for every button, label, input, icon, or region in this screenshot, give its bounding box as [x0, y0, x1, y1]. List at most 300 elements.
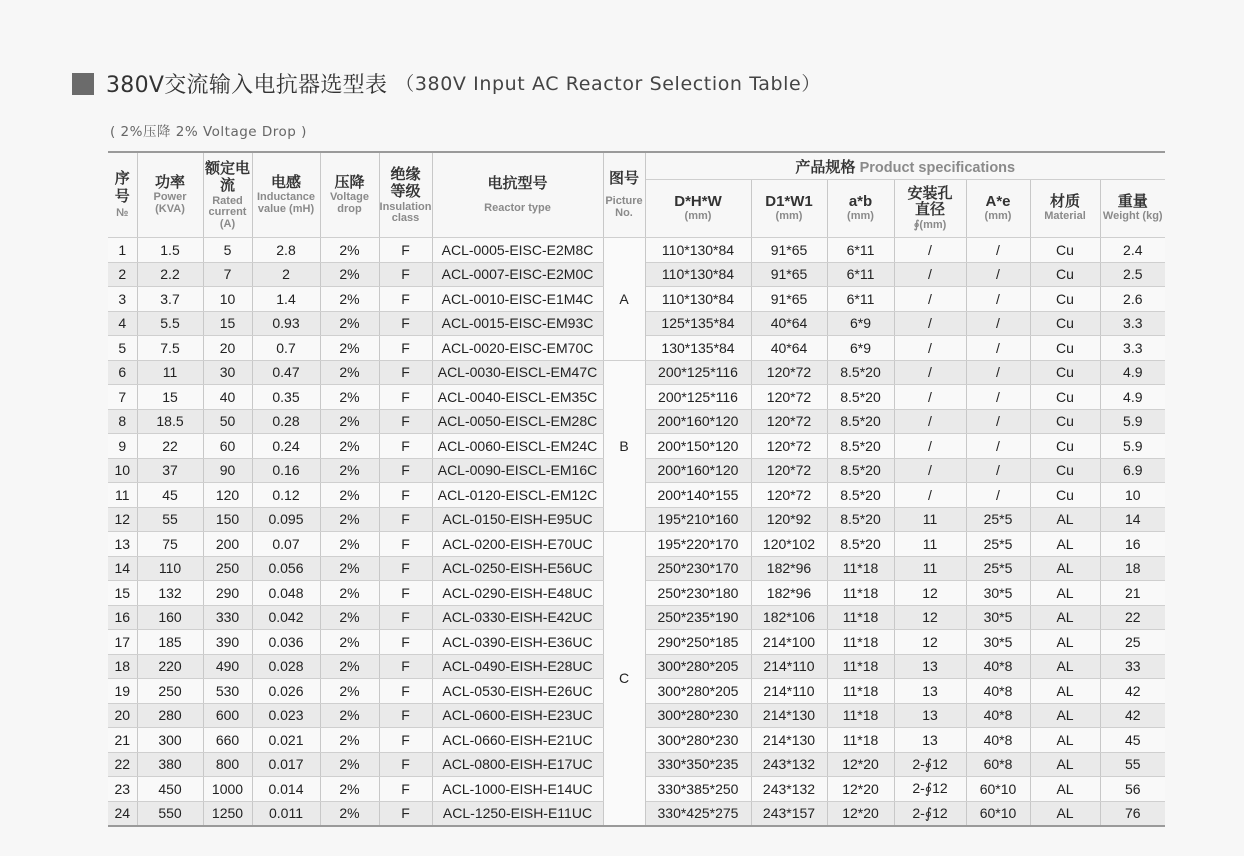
table-cell: AL — [1030, 752, 1100, 777]
table-cell: 20 — [108, 703, 137, 728]
table-cell: 91*65 — [751, 287, 827, 312]
table-cell: 2-∮12 — [894, 777, 966, 802]
header-d1w1: D1*W1 (mm) — [751, 180, 827, 238]
table-cell: 550 — [137, 801, 203, 826]
table-cell: ACL-0007-EISC-E2M0C — [432, 262, 603, 287]
table-cell: 110*130*84 — [645, 287, 751, 312]
table-cell: 132 — [137, 581, 203, 606]
table-cell: 30*5 — [966, 581, 1030, 606]
table-cell: 18 — [1100, 556, 1165, 581]
table-cell: 0.7 — [252, 336, 320, 361]
header-product-specs: 产品规格 Product specifications — [645, 152, 1165, 180]
table-cell: / — [966, 360, 1030, 385]
table-cell: 2% — [320, 728, 379, 753]
table-cell: 2% — [320, 679, 379, 704]
table-cell: ACL-0060-EISCL-EM24C — [432, 434, 603, 459]
table-cell: 9 — [108, 434, 137, 459]
table-cell: 8.5*20 — [827, 409, 894, 434]
table-cell: 12*20 — [827, 777, 894, 802]
table-cell: 11 — [894, 556, 966, 581]
table-cell: 300 — [137, 728, 203, 753]
table-cell: 40*8 — [966, 679, 1030, 704]
table-cell: 214*110 — [751, 654, 827, 679]
table-cell: 8 — [108, 409, 137, 434]
table-cell: ACL-0490-EISH-E28UC — [432, 654, 603, 679]
table-cell: 214*110 — [751, 679, 827, 704]
table-cell: 250 — [137, 679, 203, 704]
table-cell: 12 — [108, 507, 137, 532]
table-cell: 56 — [1100, 777, 1165, 802]
table-cell: 55 — [137, 507, 203, 532]
table-cell: 530 — [203, 679, 252, 704]
table-cell: / — [894, 385, 966, 410]
table-cell: 18.5 — [137, 409, 203, 434]
table-cell: 4 — [108, 311, 137, 336]
table-cell: AL — [1030, 605, 1100, 630]
table-cell: 290*250*185 — [645, 630, 751, 655]
table-cell: 22 — [108, 752, 137, 777]
table-cell: 2% — [320, 262, 379, 287]
table-cell: F — [379, 238, 432, 263]
table-cell: 2% — [320, 483, 379, 508]
table-cell: 13 — [894, 654, 966, 679]
table-cell: 300*280*205 — [645, 654, 751, 679]
table-cell: F — [379, 777, 432, 802]
table-cell: 25*5 — [966, 507, 1030, 532]
table-cell: 13 — [894, 728, 966, 753]
table-cell: 30 — [203, 360, 252, 385]
table-cell: 120*72 — [751, 385, 827, 410]
table-cell: 11*18 — [827, 679, 894, 704]
table-cell: 40*8 — [966, 703, 1030, 728]
header-no: 序号 № — [108, 152, 137, 238]
table-cell: Cu — [1030, 238, 1100, 263]
table-cell: 200*125*116 — [645, 385, 751, 410]
table-cell: 2% — [320, 532, 379, 557]
table-cell: 0.021 — [252, 728, 320, 753]
table-cell: 1000 — [203, 777, 252, 802]
table-cell: 220 — [137, 654, 203, 679]
table-cell: 0.023 — [252, 703, 320, 728]
table-cell: 40*64 — [751, 336, 827, 361]
table-cell: 14 — [108, 556, 137, 581]
table-cell: 120*72 — [751, 434, 827, 459]
table-cell: AL — [1030, 801, 1100, 826]
table-cell: 50 — [203, 409, 252, 434]
table-cell: Cu — [1030, 360, 1100, 385]
title-square-icon — [72, 73, 94, 95]
table-cell: 19 — [108, 679, 137, 704]
table-cell: 90 — [203, 458, 252, 483]
table-cell: 2% — [320, 238, 379, 263]
table-cell: 0.017 — [252, 752, 320, 777]
table-cell: AL — [1030, 532, 1100, 557]
table-cell: AL — [1030, 728, 1100, 753]
table-cell: 250*230*180 — [645, 581, 751, 606]
table-row — [108, 360, 1165, 385]
table-row — [108, 532, 1165, 557]
table-cell: F — [379, 434, 432, 459]
table-cell: 91*65 — [751, 238, 827, 263]
header-dhw: D*H*W (mm) — [645, 180, 751, 238]
table-cell: ACL-0250-EISH-E56UC — [432, 556, 603, 581]
table-cell: 55 — [1100, 752, 1165, 777]
table-cell: 22 — [1100, 605, 1165, 630]
table-cell: F — [379, 287, 432, 312]
table-cell: / — [966, 262, 1030, 287]
table-cell: 200*160*120 — [645, 409, 751, 434]
table-cell: 5 — [203, 238, 252, 263]
table-cell: 45 — [1100, 728, 1165, 753]
table-cell: 10 — [1100, 483, 1165, 508]
table-cell: AL — [1030, 703, 1100, 728]
table-cell: 0.028 — [252, 654, 320, 679]
header-hole-diameter: 安装孔直径 ∮(mm) — [894, 180, 966, 238]
table-cell: 214*100 — [751, 630, 827, 655]
table-cell: 120*92 — [751, 507, 827, 532]
table-cell: 5.9 — [1100, 434, 1165, 459]
table-cell: AL — [1030, 507, 1100, 532]
table-cell: F — [379, 532, 432, 557]
table-cell: 11*18 — [827, 630, 894, 655]
table-cell: 7 — [108, 385, 137, 410]
table-cell: 250*235*190 — [645, 605, 751, 630]
table-cell: 25*5 — [966, 532, 1030, 557]
table-cell: 24 — [108, 801, 137, 826]
table-cell: 4.9 — [1100, 385, 1165, 410]
table-cell: 91*65 — [751, 262, 827, 287]
table-cell: 60*10 — [966, 777, 1030, 802]
table-cell: 2-∮12 — [894, 752, 966, 777]
table-cell: 1.4 — [252, 287, 320, 312]
table-cell: 120*72 — [751, 483, 827, 508]
table-cell: ACL-0530-EISH-E26UC — [432, 679, 603, 704]
table-cell: 3.3 — [1100, 311, 1165, 336]
table-cell: ACL-0015-EISC-EM93C — [432, 311, 603, 336]
table-cell: F — [379, 507, 432, 532]
table-cell: 2% — [320, 385, 379, 410]
table-cell: 2% — [320, 777, 379, 802]
table-cell: 1.5 — [137, 238, 203, 263]
table-cell: F — [379, 360, 432, 385]
table-cell: 8.5*20 — [827, 385, 894, 410]
table-cell: 75 — [137, 532, 203, 557]
table-cell: 30*5 — [966, 605, 1030, 630]
table-cell: 11*18 — [827, 728, 894, 753]
table-cell: F — [379, 581, 432, 606]
header-reactor-type: 电抗型号 Reactor type — [432, 152, 603, 238]
table-cell: ACL-0030-EISCL-EM47C — [432, 360, 603, 385]
table-cell: / — [894, 287, 966, 312]
table-cell: 110*130*84 — [645, 238, 751, 263]
selection-table — [108, 151, 1165, 827]
table-cell: 2% — [320, 703, 379, 728]
table-cell: 2% — [320, 581, 379, 606]
table-cell: 11*18 — [827, 703, 894, 728]
table-cell: 150 — [203, 507, 252, 532]
table-cell: 110*130*84 — [645, 262, 751, 287]
table-cell: 10 — [203, 287, 252, 312]
table-cell: 0.12 — [252, 483, 320, 508]
table-cell: 0.16 — [252, 458, 320, 483]
table-cell: F — [379, 458, 432, 483]
table-cell: 2% — [320, 287, 379, 312]
table-cell: 195*220*170 — [645, 532, 751, 557]
header-picture: 图号 Picture No. — [603, 152, 645, 238]
table-cell: ACL-0200-EISH-E70UC — [432, 532, 603, 557]
header-current: 额定电流 Rated current (A) — [203, 152, 252, 238]
table-cell: / — [894, 311, 966, 336]
table-cell: 42 — [1100, 679, 1165, 704]
table-cell: F — [379, 630, 432, 655]
table-cell: 2 — [108, 262, 137, 287]
table-cell: 2% — [320, 409, 379, 434]
table-cell: 0.24 — [252, 434, 320, 459]
table-cell: AL — [1030, 679, 1100, 704]
table-cell: Cu — [1030, 262, 1100, 287]
table-cell: F — [379, 311, 432, 336]
table-cell: 660 — [203, 728, 252, 753]
table-cell: 60*10 — [966, 801, 1030, 826]
table-cell: / — [894, 409, 966, 434]
table-cell: 2.4 — [1100, 238, 1165, 263]
table-cell: 200*160*120 — [645, 458, 751, 483]
table-cell: 300*280*230 — [645, 703, 751, 728]
table-cell: 250 — [203, 556, 252, 581]
header-weight: 重量 Weight (kg) — [1100, 180, 1165, 238]
table-cell: / — [894, 360, 966, 385]
table-cell: 60*8 — [966, 752, 1030, 777]
table-cell: 2% — [320, 801, 379, 826]
table-cell: / — [894, 458, 966, 483]
table-cell: ACL-0600-EISH-E23UC — [432, 703, 603, 728]
table-body — [108, 238, 1165, 826]
table-cell: 5.9 — [1100, 409, 1165, 434]
table-cell: 300*280*205 — [645, 679, 751, 704]
table-cell: 12*20 — [827, 801, 894, 826]
table-cell: F — [379, 262, 432, 287]
table-cell: 200*125*116 — [645, 360, 751, 385]
table-cell: 2% — [320, 360, 379, 385]
header-ae: A*e (mm) — [966, 180, 1030, 238]
picture-cell: C — [603, 532, 645, 826]
table-cell: / — [966, 385, 1030, 410]
header-voltage-drop: 压降 Voltage drop — [320, 152, 379, 238]
table-cell: 5 — [108, 336, 137, 361]
table-cell: 110 — [137, 556, 203, 581]
table-cell: / — [966, 238, 1030, 263]
table-cell: 1250 — [203, 801, 252, 826]
table-row — [108, 238, 1165, 263]
table-cell: 0.048 — [252, 581, 320, 606]
table-cell: 4.9 — [1100, 360, 1165, 385]
table-cell: ACL-0120-EISCL-EM12C — [432, 483, 603, 508]
table-cell: 0.095 — [252, 507, 320, 532]
table-cell: 200*140*155 — [645, 483, 751, 508]
table-cell: 243*132 — [751, 752, 827, 777]
table-cell: / — [894, 336, 966, 361]
table-cell: / — [894, 262, 966, 287]
table-cell: F — [379, 409, 432, 434]
table-cell: F — [379, 483, 432, 508]
table-cell: 37 — [137, 458, 203, 483]
table-cell: AL — [1030, 777, 1100, 802]
table-cell: F — [379, 801, 432, 826]
table-cell: 42 — [1100, 703, 1165, 728]
table-cell: 214*130 — [751, 728, 827, 753]
table-cell: Cu — [1030, 311, 1100, 336]
table-cell: 0.35 — [252, 385, 320, 410]
table-cell: 11 — [894, 532, 966, 557]
table-cell: 0.47 — [252, 360, 320, 385]
table-cell: 0.026 — [252, 679, 320, 704]
table-cell: 120 — [203, 483, 252, 508]
table-cell: 16 — [108, 605, 137, 630]
table-cell: 45 — [137, 483, 203, 508]
table-cell: 6*11 — [827, 287, 894, 312]
table-cell: 380 — [137, 752, 203, 777]
table-cell: 2 — [252, 262, 320, 287]
page-title — [72, 68, 821, 99]
table-cell: 11 — [108, 483, 137, 508]
table-cell: / — [966, 483, 1030, 508]
table-cell: 120*102 — [751, 532, 827, 557]
table-cell: 15 — [203, 311, 252, 336]
table-cell: 11*18 — [827, 581, 894, 606]
header-ab: a*b (mm) — [827, 180, 894, 238]
table-cell: / — [966, 458, 1030, 483]
table-cell: 0.011 — [252, 801, 320, 826]
table-cell: 0.042 — [252, 605, 320, 630]
table-cell: 12*20 — [827, 752, 894, 777]
table-cell: ACL-1250-EISH-E11UC — [432, 801, 603, 826]
table-cell: 330 — [203, 605, 252, 630]
table-cell: 1 — [108, 238, 137, 263]
subtitle-voltage-drop: ( 2%压降 2% Voltage Drop ) — [110, 124, 307, 140]
header-inductance: 电感 Inductance value (mH) — [252, 152, 320, 238]
table-cell: 8.5*20 — [827, 532, 894, 557]
table-cell: 160 — [137, 605, 203, 630]
table-cell: 2% — [320, 630, 379, 655]
table-cell: 3 — [108, 287, 137, 312]
table-cell: ACL-0330-EISH-E42UC — [432, 605, 603, 630]
table-cell: 185 — [137, 630, 203, 655]
table-cell: 2-∮12 — [894, 801, 966, 826]
table-cell: 490 — [203, 654, 252, 679]
table-cell: 8.5*20 — [827, 483, 894, 508]
table-cell: 21 — [1100, 581, 1165, 606]
table-cell: / — [894, 434, 966, 459]
table-cell: 2% — [320, 654, 379, 679]
table-cell: 2% — [320, 434, 379, 459]
table-cell: 2.2 — [137, 262, 203, 287]
table-cell: 330*425*275 — [645, 801, 751, 826]
table-cell: 15 — [137, 385, 203, 410]
table-cell: 13 — [894, 679, 966, 704]
table-cell: 30*5 — [966, 630, 1030, 655]
table-cell: 2.5 — [1100, 262, 1165, 287]
table-cell: 11 — [894, 507, 966, 532]
table-cell: 21 — [108, 728, 137, 753]
picture-cell: A — [603, 238, 645, 361]
table-cell: 600 — [203, 703, 252, 728]
table-cell: F — [379, 703, 432, 728]
table-cell: F — [379, 556, 432, 581]
header-insulation: 绝缘等级 Insulation class — [379, 152, 432, 238]
table-cell: 0.93 — [252, 311, 320, 336]
table-cell: 182*106 — [751, 605, 827, 630]
table-cell: 130*135*84 — [645, 336, 751, 361]
table-cell: 25*5 — [966, 556, 1030, 581]
table-cell: 8.5*20 — [827, 360, 894, 385]
table-cell: 13 — [108, 532, 137, 557]
table-cell: 450 — [137, 777, 203, 802]
table-cell: 250*230*170 — [645, 556, 751, 581]
table-cell: 7 — [203, 262, 252, 287]
table-cell: 6 — [108, 360, 137, 385]
table-cell: 200 — [203, 532, 252, 557]
table-cell: 2% — [320, 752, 379, 777]
table-cell: ACL-0020-EISC-EM70C — [432, 336, 603, 361]
table-cell: 0.036 — [252, 630, 320, 655]
table-cell: ACL-0040-EISCL-EM35C — [432, 385, 603, 410]
table-cell: 6*11 — [827, 238, 894, 263]
table-cell: 3.7 — [137, 287, 203, 312]
table-cell: 11 — [137, 360, 203, 385]
table-cell: 2% — [320, 605, 379, 630]
table-cell: F — [379, 385, 432, 410]
table-cell: AL — [1030, 556, 1100, 581]
table-cell: Cu — [1030, 287, 1100, 312]
table-cell: 11*18 — [827, 556, 894, 581]
table-cell: AL — [1030, 654, 1100, 679]
table-cell: 243*132 — [751, 777, 827, 802]
table-cell: 120*72 — [751, 458, 827, 483]
table-cell: 12 — [894, 630, 966, 655]
table-cell: 6*9 — [827, 336, 894, 361]
table-cell: 243*157 — [751, 801, 827, 826]
table-cell: 60 — [203, 434, 252, 459]
table-cell: F — [379, 605, 432, 630]
table-cell: ACL-0150-EISH-E95UC — [432, 507, 603, 532]
table-cell: 214*130 — [751, 703, 827, 728]
table-cell: 0.014 — [252, 777, 320, 802]
table-cell: 11*18 — [827, 654, 894, 679]
table-cell: 0.07 — [252, 532, 320, 557]
table-cell: Cu — [1030, 409, 1100, 434]
table-cell: 33 — [1100, 654, 1165, 679]
table-cell: 11*18 — [827, 605, 894, 630]
table-cell: 40*64 — [751, 311, 827, 336]
table-cell: 8.5*20 — [827, 458, 894, 483]
table-cell: F — [379, 752, 432, 777]
table-cell: ACL-0005-EISC-E2M8C — [432, 238, 603, 263]
table-cell: 2% — [320, 311, 379, 336]
table-cell: 195*210*160 — [645, 507, 751, 532]
table-cell: 182*96 — [751, 581, 827, 606]
table-cell: 330*350*235 — [645, 752, 751, 777]
table-cell: 390 — [203, 630, 252, 655]
table-cell: 6*9 — [827, 311, 894, 336]
table-cell: 15 — [108, 581, 137, 606]
table-cell: F — [379, 679, 432, 704]
table-cell: 76 — [1100, 801, 1165, 826]
table-cell: 280 — [137, 703, 203, 728]
table-cell: / — [966, 409, 1030, 434]
table-cell: Cu — [1030, 483, 1100, 508]
table-cell: 12 — [894, 581, 966, 606]
table-cell: Cu — [1030, 385, 1100, 410]
